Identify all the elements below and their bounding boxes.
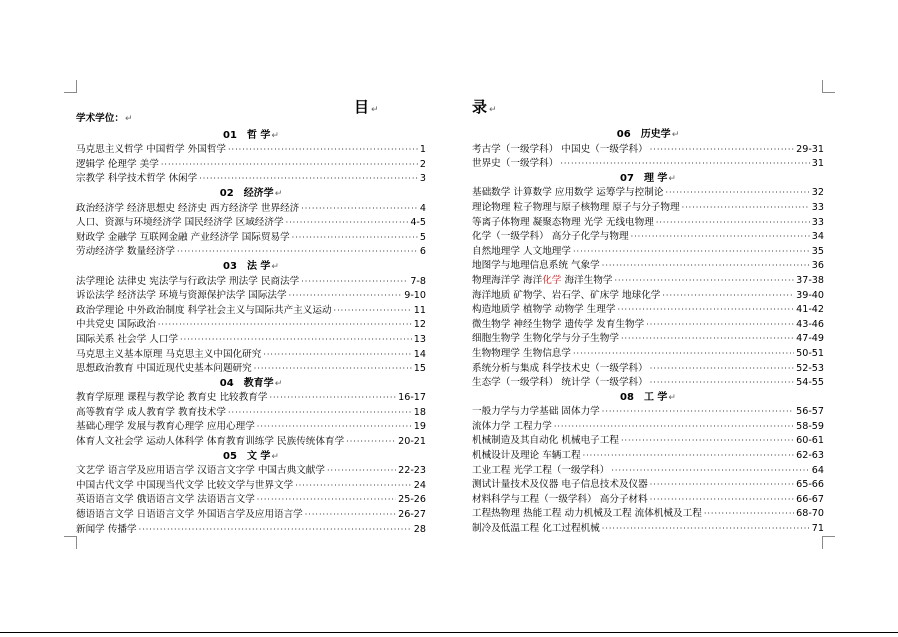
toc-entry[interactable] xyxy=(472,347,824,362)
dot-leader xyxy=(650,376,794,391)
toc-entry[interactable] xyxy=(76,231,426,246)
dot-leader xyxy=(614,274,794,289)
toc-entry-title: 政治学理论 中外政治制度 科学社会主义与国际共产主义运动 xyxy=(76,304,332,316)
section-heading xyxy=(76,260,426,275)
toc-entry-title: 生态学（一级学科） 统计学（一级学科） xyxy=(472,377,648,389)
dot-leader xyxy=(346,435,396,450)
dot-leader xyxy=(650,362,794,377)
toc-entry-title: 政治经济学 经济思想史 经济史 西方经济学 世界经济 xyxy=(76,202,300,214)
toc-entry-title: 一般力学与力学基础 固体力学 xyxy=(472,406,600,418)
toc-entry-title: 工程热物理 热能工程 动力机械及工程 流体机械及工程 xyxy=(472,508,702,520)
dot-leader xyxy=(327,464,396,479)
section-number: 01 xyxy=(223,129,237,141)
toc-entry-page: 13 xyxy=(413,333,426,345)
section-number: 06 xyxy=(616,129,631,140)
section-number: 04 xyxy=(219,377,234,389)
dot-leader xyxy=(704,507,794,522)
toc-entry-title: 基础心理学 发展与教育心理学 应用心理学 xyxy=(76,421,255,433)
dot-leader xyxy=(560,157,809,172)
toc-entry-page: 29-31 xyxy=(796,143,824,155)
section-number: 07 xyxy=(620,172,634,184)
toc-entry-page: 41-42 xyxy=(796,304,824,316)
toc-entry-page: 65-66 xyxy=(796,479,824,491)
toc-entry[interactable] xyxy=(472,143,824,158)
toc-entry-title: 生物物理学 生物信息学 xyxy=(472,347,571,359)
dot-leader xyxy=(228,143,418,158)
toc-entry-page: 26-27 xyxy=(398,509,426,521)
toc-entry[interactable] xyxy=(76,435,426,450)
toc-entry-page: 31 xyxy=(811,158,824,170)
toc-entry-page: 33 xyxy=(811,201,824,213)
toc-entry[interactable] xyxy=(76,523,426,538)
toc-entry[interactable] xyxy=(472,493,824,508)
section-number: 05 xyxy=(223,450,237,462)
toc-entry-page: 56-57 xyxy=(796,406,824,418)
toc-entry-page: 20-21 xyxy=(398,436,426,448)
dot-leader xyxy=(611,464,809,479)
highlighted-text: 化学 xyxy=(542,274,562,286)
dot-leader xyxy=(301,202,418,217)
toc-entry-page: 68-70 xyxy=(796,508,824,520)
toc-entry-title: 流体力学 工程力学 xyxy=(472,420,552,432)
paragraph-mark-icon: ↵ xyxy=(271,130,279,141)
paragraph-mark-icon: ↵ xyxy=(668,392,676,403)
dot-leader xyxy=(139,523,412,538)
dot-leader xyxy=(269,391,396,406)
toc-entry-title: 化学（一级学科） 高分子化学与物理 xyxy=(472,231,629,243)
toc-entry-page: 14 xyxy=(413,348,426,360)
toc-entry-page: 11 xyxy=(413,304,426,316)
dot-leader xyxy=(665,186,809,201)
dot-leader xyxy=(650,143,794,158)
paragraph-mark-icon: ↵ xyxy=(271,261,279,272)
paragraph-mark-icon: ↵ xyxy=(671,130,680,140)
toc-entry-title: 等离子体物理 凝聚态物理 光学 无线电物理 xyxy=(472,216,654,228)
toc-entry[interactable] xyxy=(472,259,824,274)
toc-entry-page: 43-46 xyxy=(796,318,824,330)
toc-entry-title: 教育学原理 课程与教学论 教育史 比较教育学 xyxy=(76,392,268,404)
dot-leader xyxy=(573,245,810,260)
section-name: 法 学 xyxy=(246,260,271,272)
section-heading xyxy=(76,187,426,202)
page-bottom-border xyxy=(0,632,898,633)
toc-entry-title: 思想政治教育 中国近现代史基本问题研究 xyxy=(76,363,252,375)
toc-entry-page: 52-53 xyxy=(796,362,824,374)
toc-entry-page: 19 xyxy=(413,421,426,433)
dot-leader xyxy=(254,362,412,377)
toc-entry-title: 诉讼法学 经济法学 环境与资源保护法学 国际法学 xyxy=(76,290,287,302)
toc-entry-title: 马克思主义基本原理 马克思主义中国化研究 xyxy=(76,348,262,360)
toc-entry[interactable] xyxy=(472,303,824,318)
toc-entry-page: 1 xyxy=(419,144,426,156)
toc-entry-title: 材料科学与工程（一级学科） 高分子材料 xyxy=(472,493,648,505)
toc-right-sections xyxy=(472,128,824,537)
toc-entry-title: 劳动经济学 数量经济学 xyxy=(76,246,175,258)
toc-entry-page: 34 xyxy=(811,231,824,243)
toc-entry-title: 法学理论 法律史 宪法学与行政法学 刑法学 民商法学 xyxy=(76,275,300,287)
section-heading xyxy=(472,172,824,187)
section-number: 08 xyxy=(620,391,634,403)
toc-entry-title: 国际关系 社会学 人口学 xyxy=(76,333,179,345)
toc-entry[interactable] xyxy=(472,449,824,464)
toc-entry[interactable] xyxy=(76,143,426,158)
toc-entry[interactable] xyxy=(472,464,824,479)
toc-entry[interactable] xyxy=(472,434,824,449)
dot-leader xyxy=(617,303,794,318)
toc-entry-page: 50-51 xyxy=(796,347,824,359)
toc-entry[interactable] xyxy=(472,362,824,377)
title-char-right: 录 xyxy=(472,98,489,116)
paragraph-mark-icon: ↵ xyxy=(271,451,279,462)
section-number: 03 xyxy=(223,260,237,272)
crop-mark-bottom-right xyxy=(822,536,835,549)
toc-entry-page: 33 xyxy=(811,216,824,228)
toc-entry[interactable] xyxy=(472,318,824,333)
toc-entry-page: 4 xyxy=(419,202,426,214)
dot-leader xyxy=(583,449,795,464)
toc-entry[interactable] xyxy=(76,216,426,231)
dot-leader xyxy=(289,289,403,304)
toc-entry-title: 英语语言文学 俄语语言文学 法语语言文学 xyxy=(76,494,255,506)
dot-leader xyxy=(295,479,412,494)
section-name: 经济学 xyxy=(243,187,274,199)
toc-entry-page: 71 xyxy=(811,523,824,535)
toc-entry-title: 财政学 金融学 互联网金融 产业经济学 国际贸易学 xyxy=(76,231,290,243)
toc-entry[interactable] xyxy=(472,230,824,245)
dot-leader xyxy=(334,304,412,319)
toc-entry-title: 宗教学 科学技术哲学 休闲学 xyxy=(76,173,198,185)
toc-entry-title-part: 海洋生物学 xyxy=(561,274,613,286)
toc-entry-title: 工业工程 光学工程（一级学科） xyxy=(472,464,610,476)
toc-entry-page: 25-26 xyxy=(398,494,426,506)
toc-entry-title: 制冷及低温工程 化工过程机械 xyxy=(472,523,600,535)
toc-entry-page: 6 xyxy=(419,246,426,258)
section-name: 教育学 xyxy=(243,377,274,389)
toc-entry-page: 16-17 xyxy=(398,392,426,404)
dot-leader xyxy=(199,172,418,187)
section-heading xyxy=(76,450,426,465)
toc-entry[interactable] xyxy=(76,333,426,348)
dot-leader xyxy=(650,493,794,508)
toc-entry-title: 中国古代文学 中国现当代文学 比较文学与世界文学 xyxy=(76,479,294,491)
toc-entry-title: 人口、资源与环境经济学 国民经济学 区域经济学 xyxy=(76,217,284,229)
toc-entry-title: 马克思主义哲学 中国哲学 外国哲学 xyxy=(76,144,227,156)
toc-entry[interactable] xyxy=(472,186,824,201)
paragraph-mark-icon: ↵ xyxy=(371,105,380,115)
toc-entry[interactable] xyxy=(76,158,426,173)
toc-entry[interactable] xyxy=(472,216,824,231)
dot-leader xyxy=(646,318,794,333)
toc-entry-title: 高等教育学 成人教育学 教育技术学 xyxy=(76,406,227,418)
toc-lead-label: 学术学位：↵ xyxy=(76,113,133,124)
toc-entry-page: 3 xyxy=(419,173,426,185)
page-title-right xyxy=(472,96,498,117)
toc-entry[interactable] xyxy=(76,275,426,290)
section-name: 理 学 xyxy=(643,172,668,184)
toc-entry-title: 机械制造及其自动化 机械电子工程 xyxy=(472,435,619,447)
paragraph-mark-icon: ↵ xyxy=(489,105,498,115)
toc-entry[interactable] xyxy=(472,245,824,260)
dot-leader xyxy=(161,158,418,173)
dot-leader xyxy=(301,275,408,290)
dot-leader xyxy=(662,289,794,304)
toc-entry-title: 构造地质学 植物学 动物学 生理学 xyxy=(472,304,616,316)
paragraph-mark-icon: ↵ xyxy=(274,378,283,389)
toc-entry-page: 36 xyxy=(811,260,824,272)
toc-entry-page: 28 xyxy=(413,523,426,535)
toc-entry[interactable] xyxy=(472,376,824,391)
dot-leader xyxy=(602,259,810,274)
dot-leader xyxy=(180,333,412,348)
dot-leader xyxy=(682,201,810,216)
dot-leader xyxy=(257,493,396,508)
section-heading xyxy=(472,391,824,406)
toc-entry-page: 7-8 xyxy=(410,275,426,287)
toc-entry[interactable] xyxy=(472,478,824,493)
toc-entry-title: 德语语言文学 日语语言文学 外国语言学及应用语言学 xyxy=(76,509,303,521)
toc-left-sections xyxy=(76,129,426,538)
section-heading xyxy=(76,129,426,144)
dot-leader xyxy=(286,216,409,231)
section-number: 02 xyxy=(219,187,234,199)
toc-entry[interactable] xyxy=(472,289,824,304)
toc-entry[interactable] xyxy=(472,420,824,435)
toc-entry-page: 60-61 xyxy=(796,435,824,447)
dot-leader xyxy=(158,318,412,333)
dot-leader xyxy=(650,478,794,493)
section-name: 工 学 xyxy=(643,391,668,403)
toc-entry[interactable] xyxy=(472,274,824,289)
toc-entry-title: 地图学与地理信息系统 气象学 xyxy=(472,260,600,272)
dot-leader xyxy=(621,434,794,449)
toc-entry-title: 世界史（一级学科） xyxy=(472,158,559,170)
paragraph-mark-icon: ↵ xyxy=(274,188,283,199)
toc-entry-page: 47-49 xyxy=(796,333,824,345)
dot-leader xyxy=(656,216,810,231)
toc-entry[interactable] xyxy=(76,289,426,304)
toc-entry[interactable] xyxy=(76,464,426,479)
toc-entry-title: 细胞生物学 生物化学与分子生物学 xyxy=(472,333,619,345)
toc-entry-page: 15 xyxy=(413,363,426,375)
dot-leader xyxy=(263,348,411,363)
toc-entry[interactable] xyxy=(76,362,426,377)
toc-entry-title: 新闻学 传播学 xyxy=(76,523,137,535)
dot-leader xyxy=(602,522,810,537)
dot-leader xyxy=(257,420,412,435)
toc-entry-title xyxy=(472,274,612,289)
toc-entry-page: 12 xyxy=(413,319,426,331)
toc-entry-page: 22-23 xyxy=(398,465,426,477)
toc-entry[interactable] xyxy=(472,405,824,420)
dot-leader xyxy=(631,230,810,245)
toc-entry[interactable] xyxy=(76,508,426,523)
toc-left-column xyxy=(76,112,426,537)
toc-entry-title: 系统分析与集成 科学技术史（一级学科） xyxy=(472,362,648,374)
toc-entry-title: 基础数学 计算数学 应用数学 运筹学与控制论 xyxy=(472,187,664,199)
toc-entry-page: 54-55 xyxy=(796,377,824,389)
toc-entry[interactable] xyxy=(76,406,426,421)
toc-entry-page: 37-38 xyxy=(796,274,824,286)
crop-mark-top-left xyxy=(64,80,77,93)
section-name: 历史学 xyxy=(640,129,671,140)
section-name: 文 学 xyxy=(246,450,271,462)
dot-leader xyxy=(602,405,794,420)
toc-entry[interactable] xyxy=(76,391,426,406)
toc-entry-page: 24 xyxy=(413,479,426,491)
toc-entry-page: 5 xyxy=(419,231,426,243)
toc-entry[interactable] xyxy=(76,348,426,363)
toc-entry[interactable] xyxy=(472,201,824,216)
toc-entry[interactable] xyxy=(76,245,426,260)
toc-entry[interactable] xyxy=(76,420,426,435)
toc-entry-title: 测试计量技术及仪器 电子信息技术及仪器 xyxy=(472,479,648,491)
toc-entry-page: 58-59 xyxy=(796,420,824,432)
dot-leader xyxy=(554,420,794,435)
section-name: 哲 学 xyxy=(246,129,271,141)
toc-entry[interactable] xyxy=(76,318,426,333)
toc-entry[interactable] xyxy=(76,172,426,187)
dot-leader xyxy=(573,347,794,362)
section-heading xyxy=(76,377,426,392)
paragraph-mark-icon: ↵ xyxy=(124,114,133,124)
toc-entry[interactable] xyxy=(76,304,426,319)
toc-entry-page: 32 xyxy=(811,187,824,199)
toc-entry[interactable] xyxy=(76,479,426,494)
dot-leader xyxy=(177,245,418,260)
dot-leader xyxy=(621,332,794,347)
section-heading xyxy=(472,128,824,143)
toc-entry-title: 考古学（一级学科） 中国史（一级学科） xyxy=(472,143,648,155)
toc-entry[interactable] xyxy=(76,202,426,217)
toc-entry[interactable] xyxy=(472,157,824,172)
toc-entry-page: 66-67 xyxy=(796,493,824,505)
toc-entry-title: 文艺学 语言学及应用语言学 汉语言文字学 中国古典文献学 xyxy=(76,465,325,477)
toc-entry-page: 9-10 xyxy=(404,290,426,302)
toc-entry-page: 39-40 xyxy=(796,289,824,301)
toc-entry-title: 中共党史 国际政治 xyxy=(76,319,156,331)
toc-entry[interactable] xyxy=(472,507,824,522)
toc-entry[interactable] xyxy=(472,522,824,537)
toc-entry-title: 微生物学 神经生物学 遗传学 发育生物学 xyxy=(472,318,645,330)
toc-entry[interactable] xyxy=(472,332,824,347)
toc-entry-title: 逻辑学 伦理学 美学 xyxy=(76,158,159,170)
toc-right-column xyxy=(472,128,824,537)
paragraph-mark-icon: ↵ xyxy=(668,173,676,184)
crop-mark-bottom-left xyxy=(64,536,77,549)
toc-entry-title-part: 物理海洋学 海洋 xyxy=(472,274,543,286)
crop-mark-top-right xyxy=(822,80,835,93)
toc-entry-page: 4-5 xyxy=(410,217,426,229)
toc-entry-page: 35 xyxy=(811,245,824,257)
toc-entry-page: 64 xyxy=(811,464,824,476)
toc-entry-page: 18 xyxy=(413,406,426,418)
toc-entry-page: 2 xyxy=(419,158,426,170)
title-char-left: 目 xyxy=(354,98,371,116)
toc-entry-title: 机械设计及理论 车辆工程 xyxy=(472,450,581,462)
toc-entry-title: 理论物理 粒子物理与原子核物理 原子与分子物理 xyxy=(472,201,680,213)
toc-entry[interactable] xyxy=(76,493,426,508)
toc-entry-title: 海洋地质 矿物学、岩石学、矿床学 地球化学 xyxy=(472,289,661,301)
dot-leader xyxy=(228,406,412,421)
toc-entry-title: 体育人文社会学 运动人体科学 体育教育训练学 民族传统体育学 xyxy=(76,436,345,448)
dot-leader xyxy=(305,508,396,523)
toc-entry-title: 自然地理学 人文地理学 xyxy=(472,245,571,257)
dot-leader xyxy=(292,231,418,246)
toc-entry-page: 62-63 xyxy=(796,450,824,462)
